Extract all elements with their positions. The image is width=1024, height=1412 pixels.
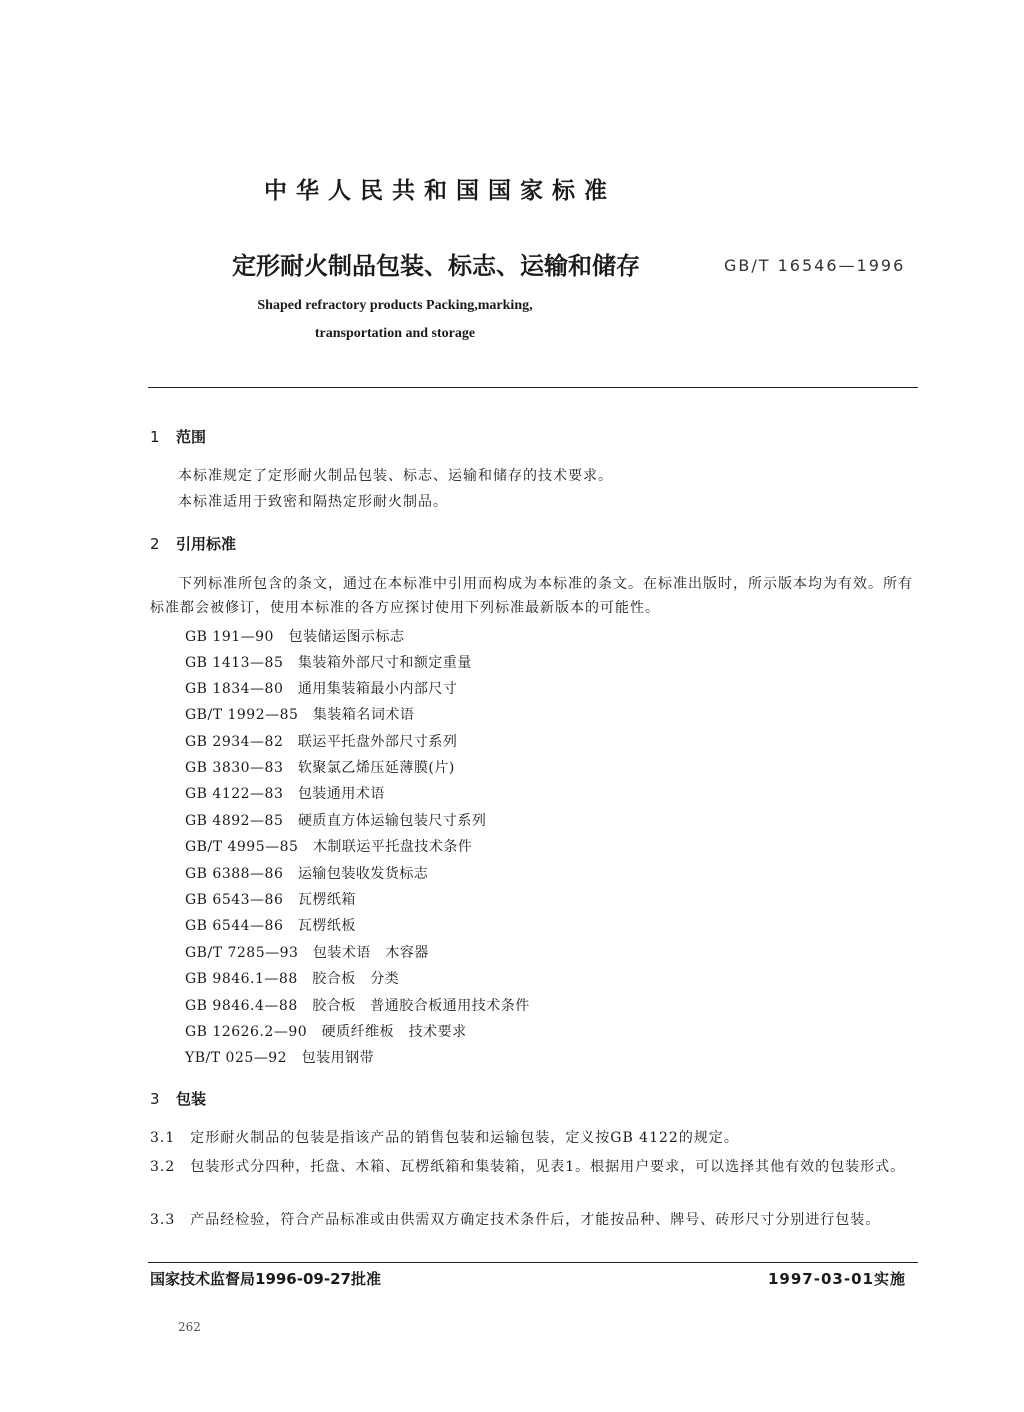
reference-item: GB 2934—82 联运平托盘外部尺寸系列 — [185, 734, 458, 750]
reference-item: YB/T 025—92 包装用钢带 — [185, 1050, 375, 1066]
reference-item: GB 1834—80 通用集装箱最小内部尺寸 — [185, 681, 458, 697]
section-1-heading — [150, 426, 206, 447]
section-title: 范围 — [176, 428, 207, 446]
reference-item: GB 3830—83 软聚氯乙烯压延薄膜(片) — [185, 760, 455, 776]
clause-3-2: 3.2 包装形式分四种，托盘、木箱、瓦楞纸箱和集装箱，见表1。根据用户要求，可以选择其他有效的包装形式。 — [150, 1159, 906, 1175]
section-title: 包装 — [176, 1090, 207, 1108]
reference-item: GB/T 7285—93 包装术语 木容器 — [185, 945, 429, 961]
section-number: 2 — [150, 535, 160, 553]
reference-item: GB/T 1992—85 集装箱名词术语 — [185, 707, 415, 723]
approval-date: 国家技术监督局1996-09-27批准 — [150, 1270, 381, 1288]
clause-3-3: 3.3 产品经检验，符合产品标准或由供需双方确定技术条件后，才能按品种、牌号、砖形尺寸分别进行包装。 — [150, 1212, 881, 1228]
english-title-line-2: transportation and storage — [314, 326, 476, 341]
reference-item: GB 1413—85 集装箱外部尺寸和额定重量 — [185, 655, 472, 671]
standard-code: GB/T 16546—1996 — [724, 256, 906, 275]
section-2-heading — [150, 533, 236, 554]
section-number: 3 — [150, 1090, 160, 1108]
standard-header: 中华人民共和国国家标准 — [264, 178, 616, 204]
implementation-date: 1997-03-01实施 — [768, 1270, 906, 1288]
reference-item: GB 191—90 包装储运图示标志 — [185, 629, 405, 645]
reference-item: GB 12626.2—90 硬质纤维板 技术要求 — [185, 1024, 467, 1040]
document-title: 定形耐火制品包装、标志、运输和储存 — [232, 252, 640, 280]
reference-item: GB 4122—83 包装通用术语 — [185, 786, 385, 802]
reference-item: GB 9846.4—88 胶合板 普通胶合板通用技术条件 — [185, 998, 530, 1014]
paragraph: 本标准适用于致密和隔热定形耐火制品。 — [178, 494, 448, 510]
paragraph: 本标准规定了定形耐火制品包装、标志、运输和储存的技术要求。 — [178, 468, 613, 484]
footer-divider — [148, 1262, 918, 1263]
section-2-intro: 下列标准所包含的条文，通过在本标准中引用而构成为本标准的条文。在标准出版时，所示版本均为有效。所有标准都会被修订，使用本标准的各方应探讨使用下列标准最新版本的可能性。 — [150, 576, 913, 616]
header-divider — [148, 387, 918, 388]
reference-item: GB/T 4995—85 木制联运平托盘技术条件 — [185, 839, 473, 855]
reference-item: GB 6544—86 瓦楞纸板 — [185, 918, 356, 934]
reference-item: GB 4892—85 硬质直方体运输包装尺寸系列 — [185, 813, 487, 829]
clause-3-1: 3.1 定形耐火制品的包装是指该产品的销售包装和运输包装，定义按GB 4122的规定。 — [150, 1130, 739, 1146]
english-title-line-1: Shaped refractory products Packing,marking, — [257, 298, 533, 313]
reference-item: GB 9846.1—88 胶合板 分类 — [185, 971, 400, 987]
reference-item: GB 6543—86 瓦楞纸箱 — [185, 892, 356, 908]
reference-item: GB 6388—86 运输包装收发货标志 — [185, 866, 429, 882]
section-3-heading — [150, 1088, 206, 1109]
section-title: 引用标准 — [176, 535, 237, 553]
page-number: 262 — [178, 1320, 201, 1334]
section-number: 1 — [150, 428, 160, 446]
